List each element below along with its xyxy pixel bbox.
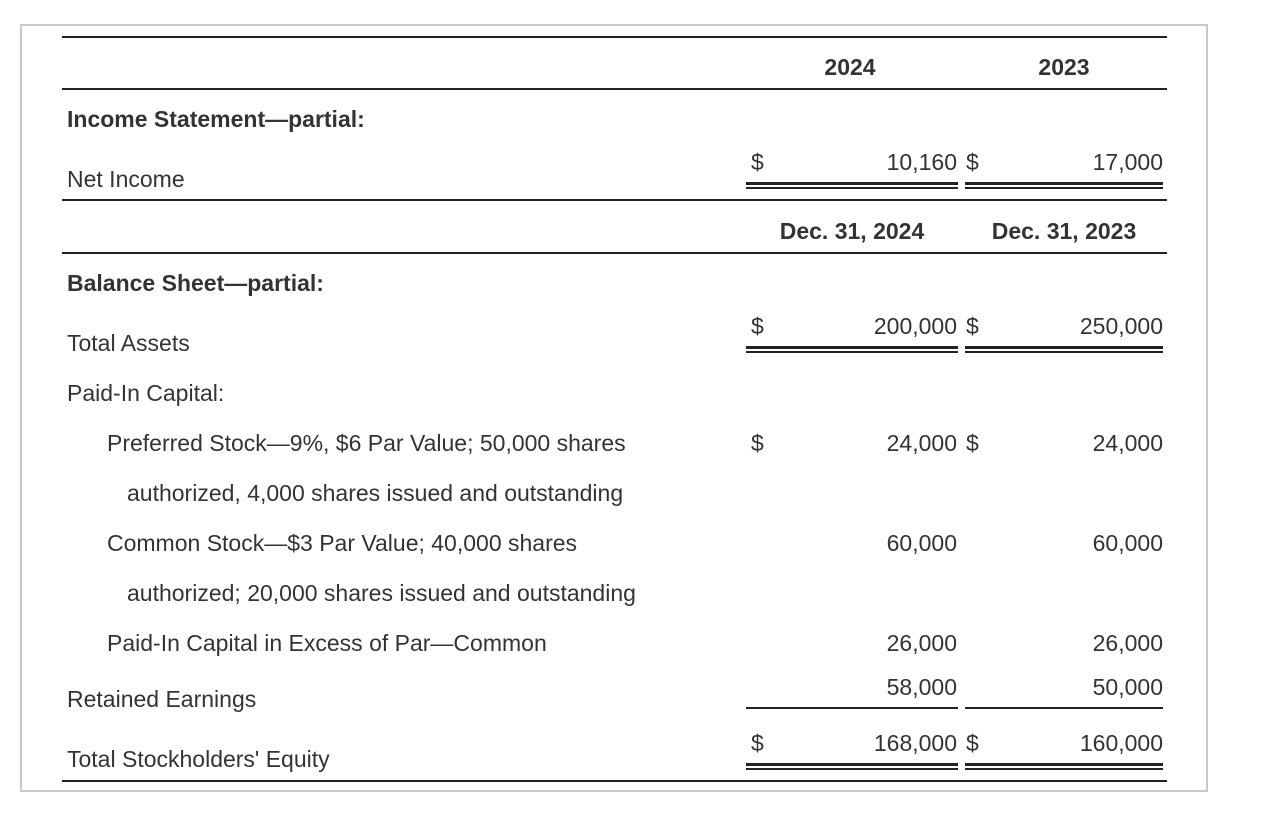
total-equity-2023: 160,000 <box>1079 730 1163 756</box>
paid-in-capital-label: Paid-In Capital: <box>67 380 225 406</box>
col-header-2024: 2024 <box>824 54 876 80</box>
total-equity-label: Total Stockholders' Equity <box>67 746 330 772</box>
total-assets-currency-2024: $ <box>751 313 764 339</box>
apic-2024: 26,000 <box>886 630 957 656</box>
total-assets-2023: 250,000 <box>1079 313 1163 339</box>
total-assets-currency-2023: $ <box>966 313 979 339</box>
net-income-2024: 10,160 <box>886 149 957 175</box>
total-equity-2024: 168,000 <box>873 730 957 756</box>
total-assets-2024: 200,000 <box>873 313 957 339</box>
col-header-dec-2024: Dec. 31, 2024 <box>779 218 925 244</box>
retained-earnings-label: Retained Earnings <box>67 686 257 712</box>
preferred-2024: 24,000 <box>886 430 957 456</box>
total-equity-currency-2024: $ <box>751 730 764 756</box>
preferred-stock-label-cont: authorized, 4,000 shares issued and outstanding <box>127 480 624 506</box>
preferred-currency-2023: $ <box>966 430 979 456</box>
bottom-rule <box>62 780 1167 782</box>
total-assets-label: Total Assets <box>67 330 190 356</box>
col-header-2023: 2023 <box>1038 54 1090 80</box>
header-rule <box>62 88 1167 90</box>
preferred-2023: 24,000 <box>1092 430 1163 456</box>
net-income-currency-2024: $ <box>751 149 764 175</box>
apic-2023: 26,000 <box>1092 630 1163 656</box>
net-income-double-underline-2024 <box>746 182 958 189</box>
apic-label: Paid-In Capital in Excess of Par—Common <box>107 630 547 656</box>
common-stock-label: Common Stock—$3 Par Value; 40,000 shares <box>107 530 578 556</box>
net-income-double-underline-2023 <box>965 182 1163 189</box>
total-assets-double-underline-2023 <box>965 346 1163 353</box>
net-income-label: Net Income <box>67 166 185 192</box>
common-2023: 60,000 <box>1092 530 1163 556</box>
balance-header-rule <box>62 252 1167 254</box>
retained-2023: 50,000 <box>1092 674 1163 700</box>
total-equity-currency-2023: $ <box>966 730 979 756</box>
common-2024: 60,000 <box>886 530 957 556</box>
income-bottom-rule <box>62 199 1167 201</box>
total-equity-double-underline-2024 <box>746 763 958 770</box>
total-equity-double-underline-2023 <box>965 763 1163 770</box>
balance-heading: Balance Sheet—partial: <box>67 270 324 296</box>
income-heading: Income Statement—partial: <box>67 106 365 132</box>
preferred-stock-label: Preferred Stock—9%, $6 Par Value; 50,000 shares <box>107 430 626 456</box>
retained-underline-2024 <box>746 707 958 709</box>
preferred-currency-2024: $ <box>751 430 764 456</box>
col-header-dec-2023: Dec. 31, 2023 <box>991 218 1137 244</box>
retained-underline-2023 <box>965 707 1163 709</box>
common-stock-label-cont: authorized; 20,000 shares issued and outstanding <box>127 580 636 606</box>
top-rule <box>62 36 1167 38</box>
total-assets-double-underline-2024 <box>746 346 958 353</box>
retained-2024: 58,000 <box>886 674 957 700</box>
net-income-currency-2023: $ <box>966 149 979 175</box>
net-income-2023: 17,000 <box>1092 149 1163 175</box>
